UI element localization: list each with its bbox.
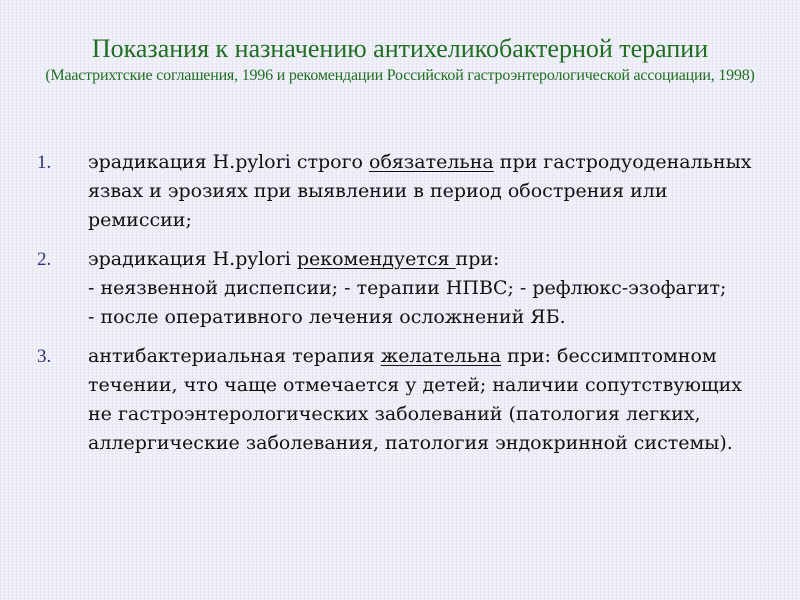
item-2-line-2: - неязвенной диспепсии; - терапии НПВС; - рефлюкс-эзофагит;	[88, 277, 727, 299]
item-2-text-start: эрадикация H.pylori	[88, 248, 297, 270]
list-number-2: 2.	[37, 249, 52, 270]
item-3-emphasis: желательна	[380, 345, 502, 367]
item-3-text-end: при: бессимптомном течении, что чаще отмечается у детей; наличии сопутствующих не гастроэнтерологических заболеваний (патология легких, аллергические заболевания, патология эндокринной системы).	[88, 345, 743, 454]
item-2-emphasis: рекомендуется	[296, 248, 456, 270]
title-block	[20, 34, 780, 86]
item-2-line-3: - после оперативного лечения осложнений ЯБ.	[88, 306, 566, 328]
slide-title: Показания к назначению антихеликобактерной терапии	[91, 34, 709, 63]
list-number-1: 1.	[37, 152, 52, 173]
list-item-1	[30, 148, 770, 235]
list-item-2	[30, 245, 770, 332]
list-item-3	[30, 342, 770, 458]
list-number-3: 3.	[37, 346, 52, 367]
item-3-text-start: антибактериальная терапия	[88, 345, 381, 367]
item-1-emphasis: обязательна	[369, 151, 494, 173]
indications-list	[30, 148, 770, 468]
slide-subtitle: (Маастрихтские соглашения, 1996 и рекомендации Российской гастроэнтерологической ассоциации, 1998)	[45, 67, 755, 84]
item-2-text-end: при:	[455, 248, 500, 270]
item-1-text-start: эрадикация H.pylori строго	[88, 151, 370, 173]
item-1-text-end: при гастродуоденальных язвах и эрозиях при выявлении в период обострения или ремиссии;	[88, 151, 752, 231]
